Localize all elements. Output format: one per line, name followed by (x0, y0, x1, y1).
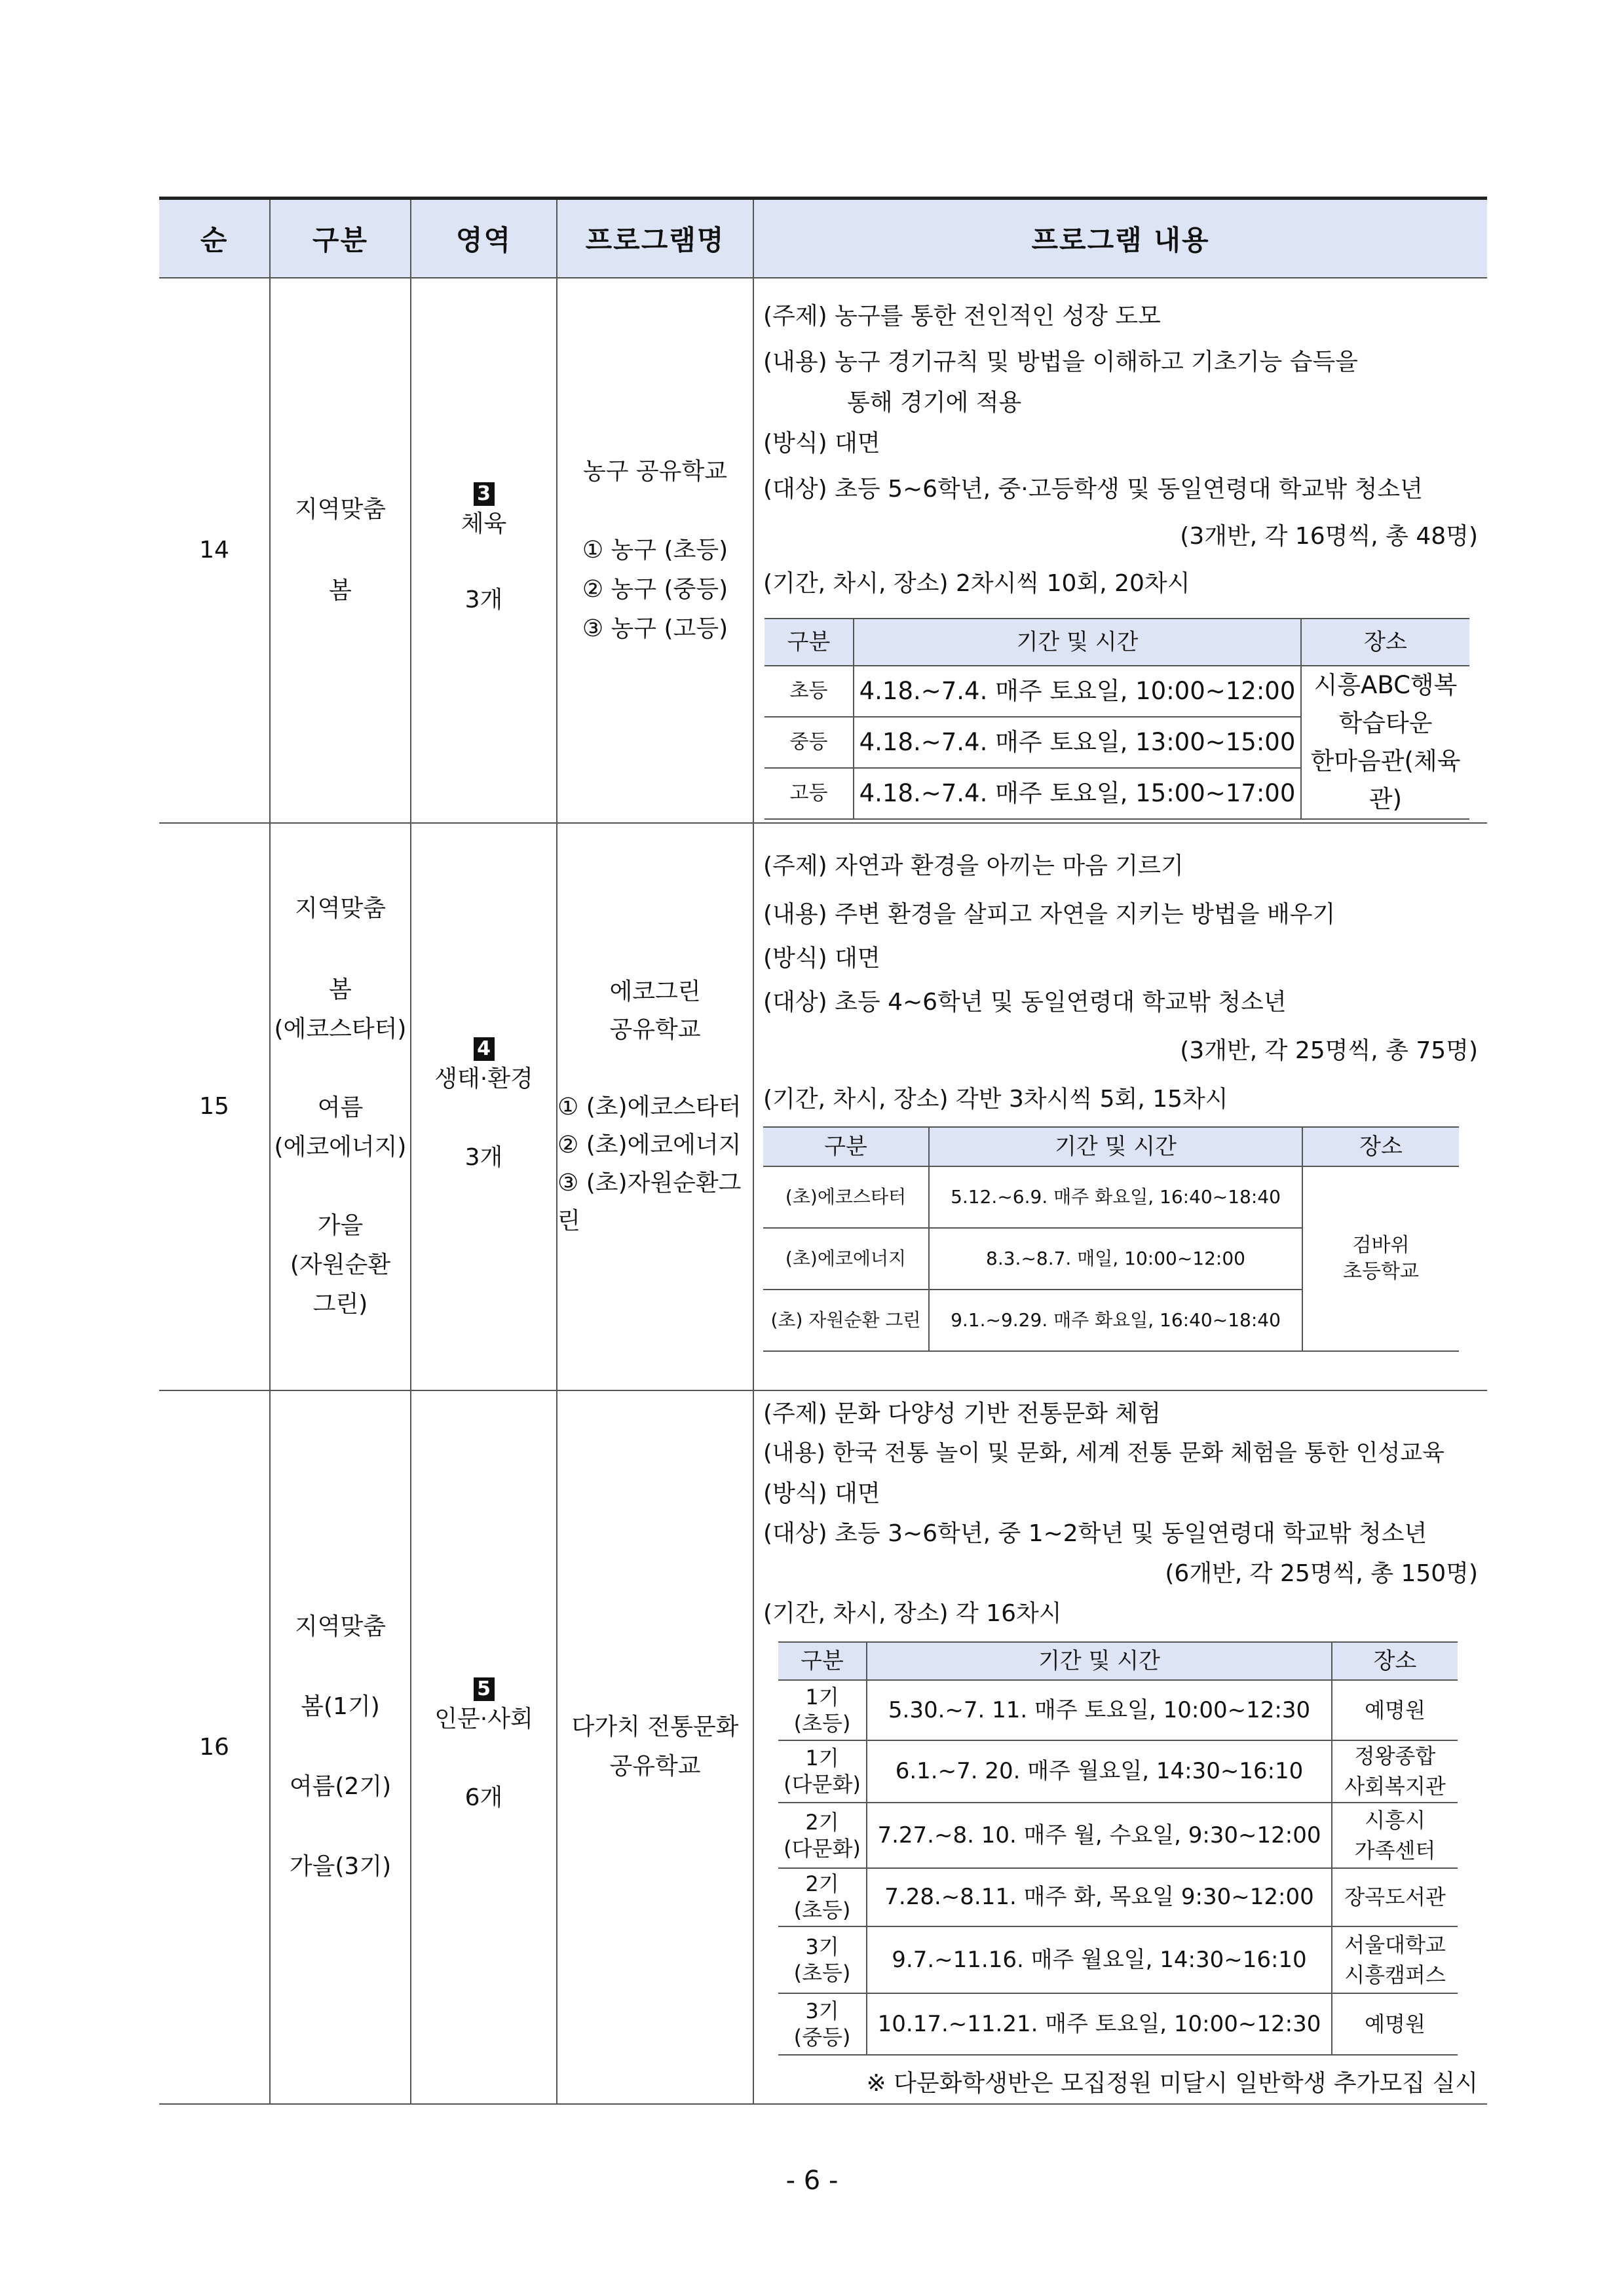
table-row (159, 823, 1487, 1390)
program-item: ② (초)에코에너지 (557, 1131, 742, 1158)
schedule-row: (초) 자원순환 그린 9.1.~9.29. 매주 화요일, 16:40~18:40 (763, 1290, 1459, 1351)
description: (내용) 한국 전통 놀이 및 문화, 세계 전통 문화 체험을 통한 인성교육 (763, 1440, 1445, 1466)
program-item: ① (초)에코스타터 (557, 1093, 742, 1120)
schedule-row (778, 1993, 1458, 2055)
schedule-period: 9.7.~11.16. 매주 월요일, 14:30~16:10 (867, 1926, 1332, 1993)
row-no: 14 (159, 278, 270, 823)
schedule-table (763, 1126, 1459, 1352)
place: 장곡도서관 (1332, 1868, 1458, 1926)
season: 봄 (329, 976, 352, 1003)
schedule-row (778, 1680, 1458, 1740)
method: (방식) 대면 (763, 429, 880, 457)
season: 여름(2기) (289, 1773, 392, 1800)
place: 정왕종합 사회복지관 (1332, 1740, 1458, 1803)
header-program: 프로그램명 (557, 199, 753, 278)
page-number: - 6 - (785, 2166, 839, 2196)
note: ※ 다문화학생반은 모집정원 미달시 일반학생 추가모집 실시 (866, 2069, 1478, 2097)
area: 인문·사회 (434, 1706, 533, 1732)
schedule-header: 장소 (1301, 619, 1469, 666)
area-count: 3개 (464, 1143, 503, 1171)
program-item: ① 농구 (초등) (582, 536, 728, 564)
program-item: ③ (초)자원순환그린 (557, 1169, 742, 1234)
schedule-row (778, 1803, 1458, 1868)
header-content: 프로그램 내용 (753, 199, 1487, 278)
area-count: 6개 (464, 1784, 503, 1811)
program-name-cont: 공유학교 (609, 1753, 701, 1780)
season: 가을 (317, 1212, 364, 1239)
period: (기간, 차시, 장소) 2차시씩 10회, 20차시 (763, 569, 1190, 597)
category: 지역맞춤 (294, 1613, 387, 1640)
season: 봄 (329, 577, 352, 604)
description-cont: 통해 경기에 적용 (847, 389, 1022, 416)
schedule-header: 구분 (763, 1127, 929, 1166)
schedule-row: 고등 4.18.~7.4. 매주 토요일, 15:00~17:00 (765, 768, 1469, 819)
description: (내용) 농구 경기규칙 및 방법을 이해하고 기초기능 습득을 (763, 348, 1359, 375)
program-name: 다가치 전통문화 (571, 1713, 739, 1740)
schedule-term: 2기 (초등) (778, 1868, 867, 1926)
season-sub: (에코스타터) (274, 1015, 407, 1043)
table-row (159, 278, 1487, 823)
area-count: 3개 (464, 586, 503, 613)
schedule-header: 장소 (1332, 1642, 1458, 1680)
schedule-term: 1기 (초등) (778, 1680, 867, 1740)
schedule-header: 구분 (778, 1642, 867, 1680)
quota: (3개반, 각 16명씩, 총 48명) (1180, 522, 1478, 550)
program-name: 에코그린 (609, 978, 701, 1005)
method: (방식) 대면 (763, 1480, 880, 1507)
schedule-header: 기간 및 시간 (867, 1642, 1332, 1680)
schedule-table (778, 1641, 1458, 2056)
category: 지역맞춤 (294, 894, 387, 922)
schedule-header: 기간 및 시간 (854, 619, 1301, 666)
header-no: 순 (159, 199, 270, 278)
method: (방식) 대면 (763, 944, 880, 972)
season: 봄(1기) (301, 1693, 380, 1720)
quota: (6개반, 각 25명씩, 총 150명) (1165, 1559, 1478, 1587)
area-marker: 3 (474, 482, 495, 506)
schedule-term: 3기 (중등) (778, 1993, 867, 2055)
season-sub: (자원순환 (290, 1251, 391, 1278)
schedule-row: (초)에코스타터 5.12.~6.9. 매주 화요일, 16:40~18:40 검바위 초등학교 (763, 1166, 1459, 1228)
schedule-period: 7.28.~8.11. 매주 화, 목요일 9:30~12:00 (867, 1868, 1332, 1926)
place: 시흥ABC행복 학습타운 한마음관(체육관) (1301, 666, 1469, 819)
schedule-row: (초)에코에너지 8.3.~8.7. 매일, 10:00~12:00 (763, 1228, 1459, 1290)
schedule-row (778, 1740, 1458, 1803)
header-area: 영역 (411, 199, 557, 278)
period: (기간, 차시, 장소) 각반 3차시씩 5회, 15차시 (763, 1085, 1228, 1113)
schedule-row: 초등 4.18.~7.4. 매주 토요일, 10:00~12:00 시흥ABC행복 학습타운 한마음관(체육관) (765, 666, 1469, 717)
target: (대상) 초등 3~6학년, 중 1~2학년 및 동일연령대 학교밖 청소년 (763, 1520, 1427, 1547)
description: (내용) 주변 환경을 살피고 자연을 지키는 방법을 배우기 (763, 900, 1336, 928)
theme: (주제) 자연과 환경을 아끼는 마음 기르기 (763, 852, 1184, 879)
header-category: 구분 (270, 199, 411, 278)
program-item: ③ 농구 (고등) (582, 615, 728, 642)
period: (기간, 차시, 장소) 각 16차시 (763, 1599, 1062, 1627)
schedule-period: 7.27.~8. 10. 매주 월, 수요일, 9:30~12:00 (867, 1803, 1332, 1868)
schedule-term: 2기 (다문화) (778, 1803, 867, 1868)
schedule-row: 중등 4.18.~7.4. 매주 토요일, 13:00~15:00 (765, 717, 1469, 768)
place: 시흥시 가족센터 (1332, 1803, 1458, 1868)
schedule-table (765, 618, 1469, 820)
schedule-header: 장소 (1302, 1127, 1459, 1166)
target: (대상) 초등 4~6학년 및 동일연령대 학교밖 청소년 (763, 988, 1287, 1016)
place: 예명원 (1332, 1993, 1458, 2055)
area: 생태·환경 (434, 1065, 533, 1092)
row-no: 15 (159, 823, 270, 1390)
schedule-period: 5.30.~7. 11. 매주 토요일, 10:00~12:30 (867, 1680, 1332, 1740)
program-item: ② 농구 (중등) (582, 575, 728, 603)
theme: (주제) 농구를 통한 전인적인 성장 도모 (763, 302, 1161, 330)
theme: (주제) 문화 다양성 기반 전통문화 체험 (763, 1400, 1161, 1427)
quota: (3개반, 각 25명씩, 총 75명) (1180, 1037, 1478, 1064)
schedule-row (778, 1926, 1458, 1993)
area: 체육 (461, 510, 507, 537)
season-sub: (에코에너지) (274, 1133, 407, 1160)
schedule-period: 10.17.~11.21. 매주 토요일, 10:00~12:30 (867, 1993, 1332, 2055)
season: 여름 (317, 1094, 364, 1121)
schedule-header: 구분 (765, 619, 854, 666)
table-row (159, 1390, 1487, 2104)
schedule-header: 기간 및 시간 (929, 1127, 1302, 1166)
schedule-period: 6.1.~7. 20. 매주 월요일, 14:30~16:10 (867, 1740, 1332, 1803)
program-name: 농구 공유학교 (582, 457, 728, 485)
place: 검바위 초등학교 (1302, 1166, 1459, 1351)
schedule-term: 3기 (초등) (778, 1926, 867, 1993)
area-marker: 5 (474, 1677, 495, 1701)
place: 예명원 (1332, 1680, 1458, 1740)
season-sub: 그린) (312, 1290, 368, 1318)
category: 지역맞춤 (294, 495, 387, 523)
area-marker: 4 (474, 1037, 495, 1061)
schedule-row (778, 1868, 1458, 1926)
season: 가을(3기) (289, 1853, 392, 1880)
program-table (159, 197, 1487, 2105)
place: 서울대학교 시흥캠퍼스 (1332, 1926, 1458, 1993)
table-header (159, 199, 1487, 278)
schedule-term: 1기 (다문화) (778, 1740, 867, 1803)
target: (대상) 초등 5~6학년, 중·고등학생 및 동일연령대 학교밖 청소년 (763, 475, 1423, 503)
row-no: 16 (159, 1390, 270, 2104)
program-name-cont: 공유학교 (609, 1016, 701, 1043)
